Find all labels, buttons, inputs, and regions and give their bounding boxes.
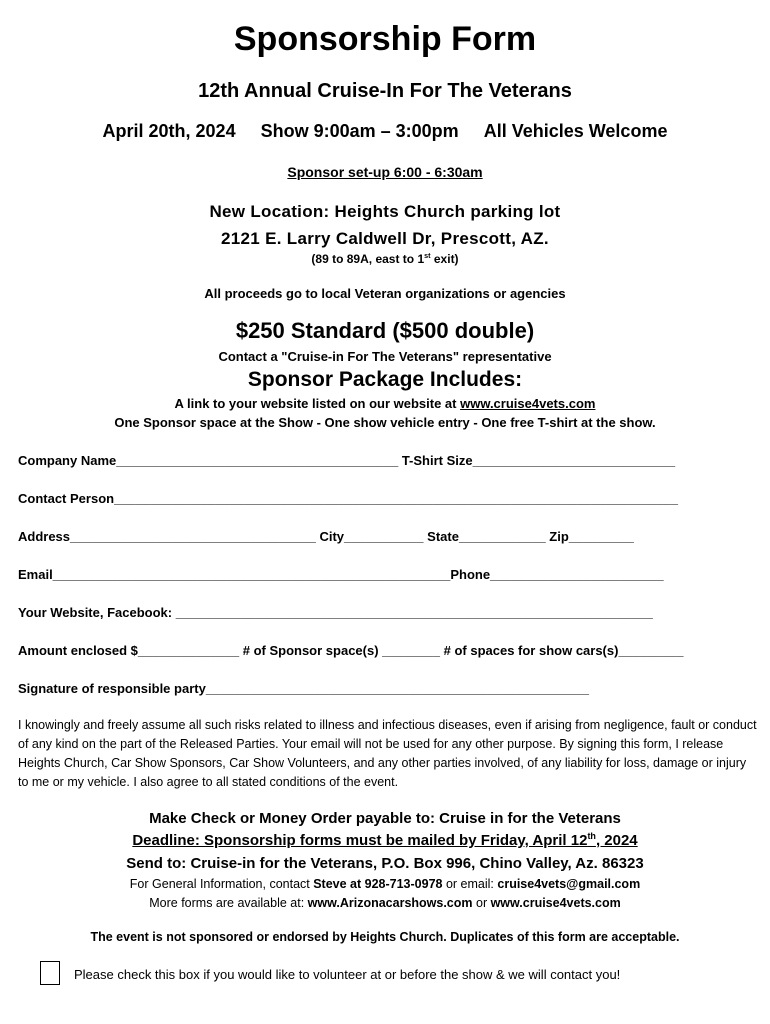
location-address: 2121 E. Larry Caldwell Dr, Prescott, AZ. [221,229,549,248]
proceeds-note: All proceeds go to local Veteran organizations or agencies [204,286,566,301]
cruise4vets-link[interactable]: www.cruise4vets.com [490,896,621,910]
show-time: Show 9:00am – 3:00pm [260,121,459,141]
disclaimer: The event is not sponsored or endorsed by Heights Church. Duplicates of this form are acceptable. [90,930,680,944]
deadline: Deadline: Sponsorship forms must be mailed by Friday, April 12th, 2024 [132,831,638,849]
address-field[interactable]: Address__________________________________ City___________ State____________ Zip_________ [18,529,634,544]
mailing-address: Send to: Cruise-in for the Veterans, P.O. Box 996, Chino Valley, Az. 86323 [126,855,644,872]
contact-person-field[interactable]: Contact Person______________________________________________________________________________ [18,491,679,506]
amount-field[interactable]: Amount enclosed $______________ # of Sponsor space(s) ________ # of spaces for show cars(s)_________ [18,643,684,658]
contact-representative: Contact a "Cruise-in For The Veterans" representative [218,349,552,364]
signature-field[interactable]: Signature of responsible party_____________________________________________________ [18,681,590,696]
form-title: Sponsorship Form [233,20,537,58]
contact-phone: Steve at 928-713-0978 [313,877,443,891]
vehicles-welcome: All Vehicles Welcome [483,121,668,141]
location-name: New Location: Heights Church parking lot [209,202,561,221]
payable-to: Make Check or Money Order payable to: Cruise in for the Veterans [149,810,621,827]
event-date: April 20th, 2024 [102,121,236,141]
package-heading: Sponsor Package Includes: [247,368,523,391]
setup-time: Sponsor set-up 6:00 - 6:30am [287,164,483,180]
package-items: One Sponsor space at the Show - One show vehicle entry - One free T-shirt at the show. [114,415,656,430]
general-info: For General Information, contact Steve at 928-713-0978 or email: cruise4vets@gmail.com [129,877,641,891]
package-link-line: A link to your website listed on our website at www.cruise4vets.com [174,396,596,411]
location-directions: (89 to 89A, east to 1st exit) [311,251,459,266]
arizona-carshows-link[interactable]: www.Arizonacarshows.com [307,896,473,910]
company-name-field[interactable]: Company Name_______________________________________ T-Shirt Size____________________________ [18,453,676,468]
website-link[interactable]: www.cruise4vets.com [460,396,596,411]
event-name: 12th Annual Cruise-In For The Veterans [198,80,572,102]
volunteer-label: Please check this box if you would like to volunteer at or before the show & we will contact you! [74,967,621,982]
email-phone-field[interactable]: Email_______________________________________________________Phone________________________ [18,567,664,582]
sponsor-price: $250 Standard ($500 double) [235,318,535,343]
website-field[interactable]: Your Website, Facebook: __________________________________________________________________ [18,605,653,620]
liability-waiver: I knowingly and freely assume all such risks related to illness and infectious diseases, even if arising from negligence, fault or conduct of any kind on the part of the Released Parties. Your email will not be used for any other purpose. By signing this form, I release Heights Church, Car Show Sponsors, Car Show Volunteers, and any other parties involved, of any liability for loss, damage or injury to me or my vehicle. I also agree to all stated conditions of the event. [18,718,757,789]
more-forms: More forms are available at: www.Arizonacarshows.com or www.cruise4vets.com [149,896,621,910]
contact-email[interactable]: cruise4vets@gmail.com [497,877,641,891]
volunteer-checkbox[interactable] [40,961,60,985]
event-details [0,121,770,142]
